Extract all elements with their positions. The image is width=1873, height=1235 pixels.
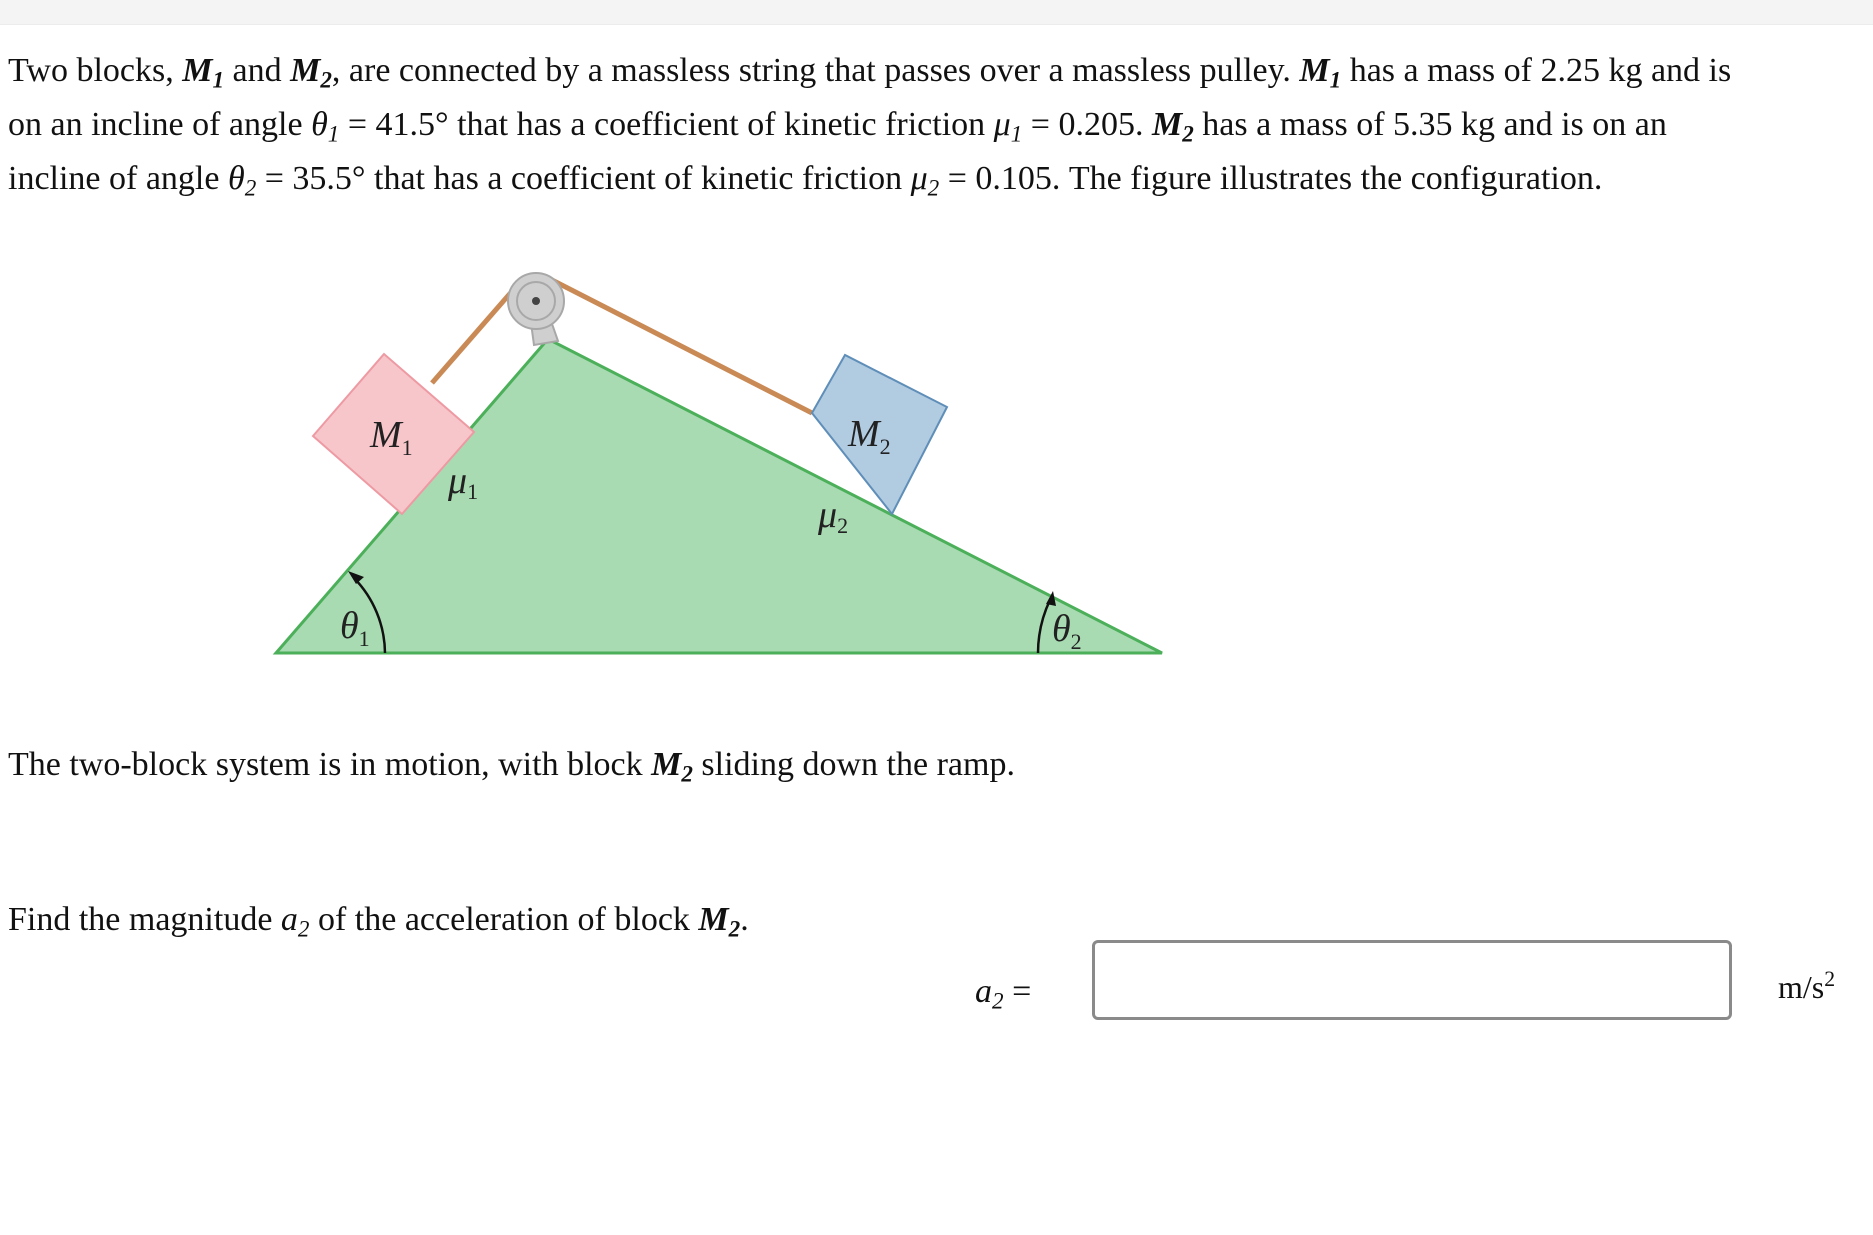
answer-input[interactable] — [1092, 940, 1732, 1020]
answer-unit: $m/s^2$ — [1778, 967, 1836, 1005]
var-a2: $a_2$ — [975, 973, 1004, 1015]
var-m1: $M_1$ — [182, 52, 225, 94]
text: on an incline of angle — [8, 106, 312, 143]
top-bar — [0, 0, 1873, 25]
equals-sign: = — [1003, 973, 1032, 1010]
var-m2: $M_2$ — [698, 901, 741, 943]
question-prompt — [8, 895, 749, 945]
motion-statement — [8, 740, 1015, 790]
answer-label — [975, 967, 1031, 1017]
text: The two-block system is in motion, with block — [8, 746, 652, 783]
text: , are connected by a massless string that passes over a massless pulley. — [331, 52, 1300, 89]
text: has a mass of 2.25 kg and is — [1341, 52, 1732, 89]
incline-figure — [270, 265, 1170, 665]
text: = 41.5° that has a coefficient of kinetic friction — [339, 106, 994, 143]
mu2-label: μ2 — [818, 494, 849, 538]
string-left — [432, 289, 514, 383]
text: of the acceleration of block — [309, 901, 699, 938]
var-m2: $M_2$ — [651, 746, 693, 788]
var-theta1: $\theta_1$ — [311, 106, 340, 148]
text: sliding down the ramp. — [692, 746, 1015, 783]
problem-line-2 — [8, 98, 1863, 152]
mu1-label: μ1 — [448, 460, 479, 504]
text: has a mass of 5.35 kg and is on an — [1193, 106, 1667, 143]
theta2-label: $\theta_2$ — [1052, 608, 1082, 654]
incline-diagram — [270, 265, 1170, 665]
text: . — [740, 901, 749, 938]
text: Two blocks, — [8, 52, 183, 89]
var-m1: $M_1$ — [1299, 52, 1342, 94]
var-m2: $M_2$ — [290, 52, 332, 94]
var-theta2: $\theta_2$ — [227, 160, 257, 202]
theta1-label: $\theta_1$ — [340, 605, 370, 651]
var-m2: $M_2$ — [1151, 106, 1194, 148]
pulley-axle — [532, 297, 540, 305]
problem-line-3 — [8, 152, 1863, 206]
text: incline of angle — [8, 160, 228, 197]
block-m1-label: $M_1$ — [370, 414, 413, 460]
text: = 35.5° that has a coefficient of kinetic friction — [256, 160, 911, 197]
var-mu2: $\mu_2$ — [910, 160, 940, 202]
var-mu1: $\mu_1$ — [993, 106, 1023, 148]
text: = 0.105. The figure illustrates the configuration. — [939, 160, 1603, 197]
block-m2-label: $M_2$ — [848, 413, 891, 459]
problem-statement — [8, 44, 1863, 206]
text: = 0.205. — [1022, 106, 1152, 143]
var-a2: $a_2$ — [280, 901, 310, 943]
text: and — [224, 52, 291, 89]
problem-line-1 — [8, 44, 1863, 98]
text: Find the magnitude — [8, 901, 281, 938]
